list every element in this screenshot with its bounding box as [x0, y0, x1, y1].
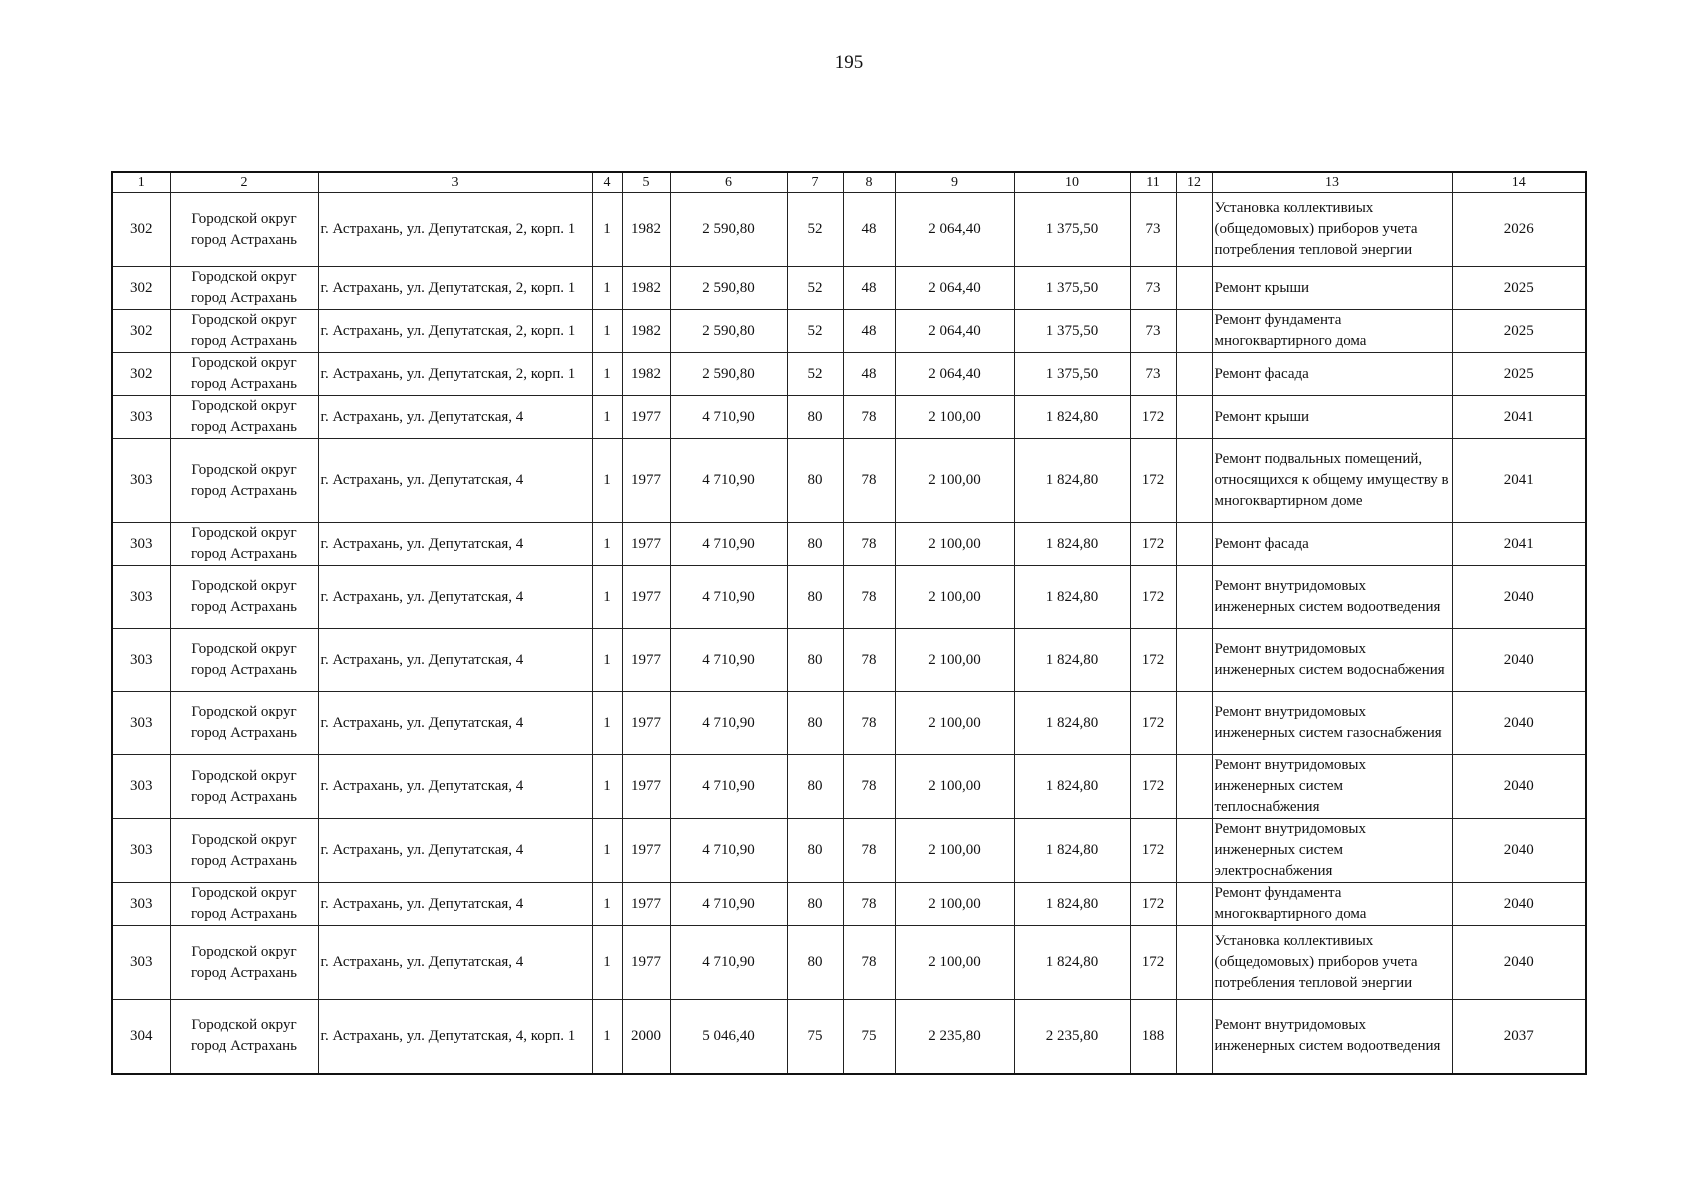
col9-cell: 2 064,40	[895, 310, 1014, 353]
col4-cell: 1	[592, 629, 622, 692]
col8-cell: 78	[843, 439, 895, 523]
col11-cell: 73	[1130, 267, 1176, 310]
col9-cell: 2 064,40	[895, 267, 1014, 310]
row-number-cell: 303	[112, 692, 170, 755]
col4-cell: 1	[592, 193, 622, 267]
address-cell: г. Астрахань, ул. Депутатская, 4	[318, 883, 592, 926]
planned-year-cell: 2041	[1452, 523, 1586, 566]
col4-cell: 1	[592, 267, 622, 310]
col4-cell: 1	[592, 819, 622, 883]
col8-cell: 78	[843, 755, 895, 819]
row-number-cell: 303	[112, 566, 170, 629]
col11-cell: 172	[1130, 566, 1176, 629]
column-header: 2	[170, 172, 318, 193]
column-header: 8	[843, 172, 895, 193]
col11-cell: 172	[1130, 396, 1176, 439]
address-cell: г. Астрахань, ул. Депутатская, 4	[318, 439, 592, 523]
work-type-cell: Ремонт фасада	[1212, 523, 1452, 566]
col9-cell: 2 235,80	[895, 1000, 1014, 1074]
col10-cell: 1 824,80	[1014, 926, 1130, 1000]
col10-cell: 1 824,80	[1014, 883, 1130, 926]
work-type-cell: Ремонт внутридомовых инженерных систем водоотведения	[1212, 566, 1452, 629]
work-type-cell: Ремонт фундамента многоквартирного дома	[1212, 310, 1452, 353]
col12-cell	[1176, 819, 1212, 883]
col10-cell: 1 824,80	[1014, 629, 1130, 692]
col10-cell: 1 375,50	[1014, 193, 1130, 267]
planned-year-cell: 2040	[1452, 926, 1586, 1000]
col10-cell: 1 375,50	[1014, 353, 1130, 396]
work-type-cell: Ремонт фундамента многоквартирного дома	[1212, 883, 1452, 926]
col9-cell: 2 100,00	[895, 926, 1014, 1000]
municipality-cell: Городской округ город Астрахань	[170, 883, 318, 926]
col8-cell: 48	[843, 353, 895, 396]
area-cell: 4 710,90	[670, 523, 787, 566]
area-cell: 4 710,90	[670, 755, 787, 819]
column-header: 6	[670, 172, 787, 193]
col4-cell: 1	[592, 1000, 622, 1074]
col10-cell: 1 824,80	[1014, 523, 1130, 566]
row-number-cell: 303	[112, 523, 170, 566]
area-cell: 4 710,90	[670, 566, 787, 629]
col10-cell: 1 824,80	[1014, 566, 1130, 629]
area-cell: 4 710,90	[670, 629, 787, 692]
row-number-cell: 303	[112, 396, 170, 439]
col11-cell: 172	[1130, 439, 1176, 523]
col7-cell: 52	[787, 310, 843, 353]
col7-cell: 80	[787, 819, 843, 883]
col4-cell: 1	[592, 566, 622, 629]
table-row	[112, 523, 1586, 566]
col12-cell	[1176, 523, 1212, 566]
work-type-cell: Ремонт подвальных помещений, относящихся к общему имуществу в многоквартирном доме	[1212, 439, 1452, 523]
col7-cell: 52	[787, 353, 843, 396]
municipality-cell: Городской округ город Астрахань	[170, 523, 318, 566]
col4-cell: 1	[592, 353, 622, 396]
col9-cell: 2 064,40	[895, 353, 1014, 396]
year-cell: 1982	[622, 193, 670, 267]
address-cell: г. Астрахань, ул. Депутатская, 4	[318, 755, 592, 819]
col7-cell: 80	[787, 926, 843, 1000]
col11-cell: 172	[1130, 755, 1176, 819]
col9-cell: 2 100,00	[895, 629, 1014, 692]
municipality-cell: Городской округ город Астрахань	[170, 439, 318, 523]
area-cell: 4 710,90	[670, 692, 787, 755]
row-number-cell: 303	[112, 883, 170, 926]
table-row	[112, 396, 1586, 439]
table-row	[112, 692, 1586, 755]
municipality-cell: Городской округ город Астрахань	[170, 193, 318, 267]
col8-cell: 78	[843, 566, 895, 629]
address-cell: г. Астрахань, ул. Депутатская, 4	[318, 629, 592, 692]
planned-year-cell: 2026	[1452, 193, 1586, 267]
year-cell: 1977	[622, 883, 670, 926]
address-cell: г. Астрахань, ул. Депутатская, 2, корп. 1	[318, 193, 592, 267]
work-type-cell: Ремонт внутридомовых инженерных систем водоотведения	[1212, 1000, 1452, 1074]
address-cell: г. Астрахань, ул. Депутатская, 2, корп. 1	[318, 267, 592, 310]
planned-year-cell: 2025	[1452, 353, 1586, 396]
address-cell: г. Астрахань, ул. Депутатская, 4	[318, 566, 592, 629]
col9-cell: 2 100,00	[895, 755, 1014, 819]
work-type-cell: Ремонт внутридомовых инженерных систем электроснабжения	[1212, 819, 1452, 883]
year-cell: 1977	[622, 755, 670, 819]
col7-cell: 80	[787, 439, 843, 523]
table-row	[112, 755, 1586, 819]
row-number-cell: 303	[112, 926, 170, 1000]
planned-year-cell: 2041	[1452, 396, 1586, 439]
col7-cell: 52	[787, 193, 843, 267]
year-cell: 1977	[622, 926, 670, 1000]
year-cell: 1982	[622, 310, 670, 353]
col10-cell: 1 375,50	[1014, 267, 1130, 310]
area-cell: 2 590,80	[670, 353, 787, 396]
col4-cell: 1	[592, 310, 622, 353]
row-number-cell: 302	[112, 193, 170, 267]
address-cell: г. Астрахань, ул. Депутатская, 4	[318, 926, 592, 1000]
work-type-cell: Ремонт крыши	[1212, 396, 1452, 439]
col8-cell: 48	[843, 310, 895, 353]
col8-cell: 78	[843, 819, 895, 883]
address-cell: г. Астрахань, ул. Депутатская, 4	[318, 396, 592, 439]
col11-cell: 172	[1130, 883, 1176, 926]
col10-cell: 1 824,80	[1014, 396, 1130, 439]
year-cell: 1977	[622, 566, 670, 629]
column-header: 12	[1176, 172, 1212, 193]
planned-year-cell: 2040	[1452, 819, 1586, 883]
col12-cell	[1176, 629, 1212, 692]
col11-cell: 73	[1130, 193, 1176, 267]
area-cell: 2 590,80	[670, 193, 787, 267]
column-header: 11	[1130, 172, 1176, 193]
col12-cell	[1176, 755, 1212, 819]
work-type-cell: Ремонт внутридомовых инженерных систем газоснабжения	[1212, 692, 1452, 755]
area-cell: 4 710,90	[670, 926, 787, 1000]
table-row	[112, 193, 1586, 267]
work-type-cell: Установка коллективиых (общедомовых) приборов учета потребления тепловой энергии	[1212, 926, 1452, 1000]
col4-cell: 1	[592, 692, 622, 755]
col4-cell: 1	[592, 523, 622, 566]
col11-cell: 73	[1130, 353, 1176, 396]
col7-cell: 80	[787, 883, 843, 926]
table-row	[112, 629, 1586, 692]
table-row	[112, 310, 1586, 353]
municipality-cell: Городской округ город Астрахань	[170, 566, 318, 629]
area-cell: 2 590,80	[670, 310, 787, 353]
area-cell: 4 710,90	[670, 396, 787, 439]
table-row	[112, 439, 1586, 523]
col10-cell: 1 375,50	[1014, 310, 1130, 353]
page-number: 195	[834, 52, 864, 73]
col8-cell: 78	[843, 396, 895, 439]
col4-cell: 1	[592, 755, 622, 819]
col4-cell: 1	[592, 439, 622, 523]
work-type-cell: Установка коллективиых (общедомовых) приборов учета потребления тепловой энергии	[1212, 193, 1452, 267]
row-number-cell: 303	[112, 629, 170, 692]
year-cell: 2000	[622, 1000, 670, 1074]
col12-cell	[1176, 439, 1212, 523]
area-cell: 4 710,90	[670, 439, 787, 523]
year-cell: 1982	[622, 353, 670, 396]
row-number-cell: 302	[112, 267, 170, 310]
address-cell: г. Астрахань, ул. Депутатская, 2, корп. 1	[318, 353, 592, 396]
col9-cell: 2 100,00	[895, 523, 1014, 566]
col7-cell: 80	[787, 523, 843, 566]
col10-cell: 1 824,80	[1014, 439, 1130, 523]
row-number-cell: 302	[112, 310, 170, 353]
municipality-cell: Городской округ город Астрахань	[170, 310, 318, 353]
col9-cell: 2 100,00	[895, 819, 1014, 883]
col9-cell: 2 064,40	[895, 193, 1014, 267]
col10-cell: 1 824,80	[1014, 819, 1130, 883]
year-cell: 1977	[622, 396, 670, 439]
year-cell: 1982	[622, 267, 670, 310]
column-header: 4	[592, 172, 622, 193]
table-row	[112, 1000, 1586, 1074]
area-cell: 5 046,40	[670, 1000, 787, 1074]
col7-cell: 80	[787, 396, 843, 439]
planned-year-cell: 2037	[1452, 1000, 1586, 1074]
year-cell: 1977	[622, 523, 670, 566]
table-row	[112, 819, 1586, 883]
col9-cell: 2 100,00	[895, 883, 1014, 926]
planned-year-cell: 2040	[1452, 629, 1586, 692]
col4-cell: 1	[592, 926, 622, 1000]
col8-cell: 78	[843, 629, 895, 692]
table-row	[112, 926, 1586, 1000]
col12-cell	[1176, 310, 1212, 353]
address-cell: г. Астрахань, ул. Депутатская, 4	[318, 692, 592, 755]
col12-cell	[1176, 566, 1212, 629]
table-row	[112, 267, 1586, 310]
work-type-cell: Ремонт внутридомовых инженерных систем водоснабжения	[1212, 629, 1452, 692]
table-row	[112, 883, 1586, 926]
col12-cell	[1176, 193, 1212, 267]
municipality-cell: Городской округ город Астрахань	[170, 755, 318, 819]
col12-cell	[1176, 267, 1212, 310]
row-number-cell: 302	[112, 353, 170, 396]
col12-cell	[1176, 883, 1212, 926]
col7-cell: 75	[787, 1000, 843, 1074]
col10-cell: 1 824,80	[1014, 755, 1130, 819]
municipality-cell: Городской округ город Астрахань	[170, 819, 318, 883]
col11-cell: 172	[1130, 629, 1176, 692]
address-cell: г. Астрахань, ул. Депутатская, 4	[318, 819, 592, 883]
area-cell: 4 710,90	[670, 883, 787, 926]
col4-cell: 1	[592, 883, 622, 926]
row-number-cell: 304	[112, 1000, 170, 1074]
table-row	[112, 566, 1586, 629]
column-header: 7	[787, 172, 843, 193]
col7-cell: 80	[787, 755, 843, 819]
col10-cell: 1 824,80	[1014, 692, 1130, 755]
col9-cell: 2 100,00	[895, 396, 1014, 439]
planned-year-cell: 2025	[1452, 310, 1586, 353]
year-cell: 1977	[622, 439, 670, 523]
work-type-cell: Ремонт фасада	[1212, 353, 1452, 396]
col11-cell: 188	[1130, 1000, 1176, 1074]
col7-cell: 80	[787, 692, 843, 755]
col9-cell: 2 100,00	[895, 439, 1014, 523]
col12-cell	[1176, 1000, 1212, 1074]
year-cell: 1977	[622, 819, 670, 883]
row-number-cell: 303	[112, 819, 170, 883]
col8-cell: 48	[843, 267, 895, 310]
col11-cell: 73	[1130, 310, 1176, 353]
municipality-cell: Городской округ город Астрахань	[170, 1000, 318, 1074]
row-number-cell: 303	[112, 755, 170, 819]
column-header: 3	[318, 172, 592, 193]
row-number-cell: 303	[112, 439, 170, 523]
address-cell: г. Астрахань, ул. Депутатская, 4, корп. 1	[318, 1000, 592, 1074]
col8-cell: 48	[843, 193, 895, 267]
col4-cell: 1	[592, 396, 622, 439]
column-header: 14	[1452, 172, 1586, 193]
area-cell: 2 590,80	[670, 267, 787, 310]
capital-repair-table	[111, 171, 1587, 1075]
address-cell: г. Астрахань, ул. Депутатская, 2, корп. 1	[318, 310, 592, 353]
municipality-cell: Городской округ город Астрахань	[170, 692, 318, 755]
planned-year-cell: 2040	[1452, 566, 1586, 629]
col11-cell: 172	[1130, 523, 1176, 566]
municipality-cell: Городской округ город Астрахань	[170, 396, 318, 439]
col12-cell	[1176, 396, 1212, 439]
col9-cell: 2 100,00	[895, 692, 1014, 755]
col8-cell: 78	[843, 926, 895, 1000]
col8-cell: 75	[843, 1000, 895, 1074]
col11-cell: 172	[1130, 692, 1176, 755]
col7-cell: 80	[787, 566, 843, 629]
municipality-cell: Городской округ город Астрахань	[170, 267, 318, 310]
column-header: 1	[112, 172, 170, 193]
col12-cell	[1176, 353, 1212, 396]
col8-cell: 78	[843, 692, 895, 755]
year-cell: 1977	[622, 692, 670, 755]
work-type-cell: Ремонт крыши	[1212, 267, 1452, 310]
planned-year-cell: 2041	[1452, 439, 1586, 523]
municipality-cell: Городской округ город Астрахань	[170, 926, 318, 1000]
planned-year-cell: 2040	[1452, 692, 1586, 755]
planned-year-cell: 2040	[1452, 883, 1586, 926]
year-cell: 1977	[622, 629, 670, 692]
table-row	[112, 353, 1586, 396]
area-cell: 4 710,90	[670, 819, 787, 883]
col12-cell	[1176, 692, 1212, 755]
col7-cell: 52	[787, 267, 843, 310]
col10-cell: 2 235,80	[1014, 1000, 1130, 1074]
column-header: 9	[895, 172, 1014, 193]
col8-cell: 78	[843, 523, 895, 566]
municipality-cell: Городской округ город Астрахань	[170, 353, 318, 396]
planned-year-cell: 2025	[1452, 267, 1586, 310]
work-type-cell: Ремонт внутридомовых инженерных систем теплоснабжения	[1212, 755, 1452, 819]
table-header-row	[112, 172, 1586, 193]
col9-cell: 2 100,00	[895, 566, 1014, 629]
column-header: 10	[1014, 172, 1130, 193]
column-header: 13	[1212, 172, 1452, 193]
col8-cell: 78	[843, 883, 895, 926]
planned-year-cell: 2040	[1452, 755, 1586, 819]
col12-cell	[1176, 926, 1212, 1000]
municipality-cell: Городской округ город Астрахань	[170, 629, 318, 692]
col7-cell: 80	[787, 629, 843, 692]
address-cell: г. Астрахань, ул. Депутатская, 4	[318, 523, 592, 566]
col11-cell: 172	[1130, 819, 1176, 883]
column-header: 5	[622, 172, 670, 193]
col11-cell: 172	[1130, 926, 1176, 1000]
